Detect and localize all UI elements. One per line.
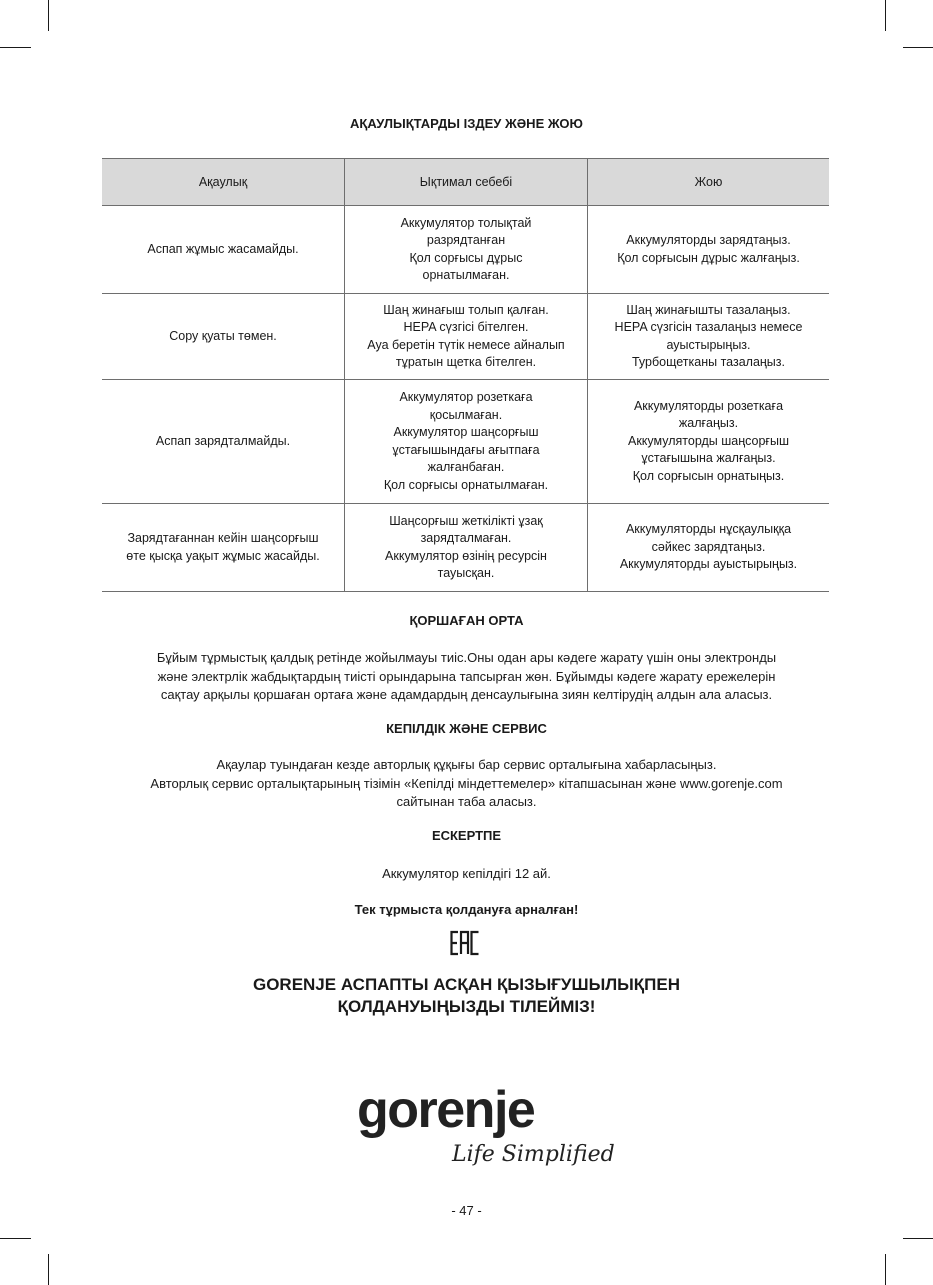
eac-mark-icon	[450, 930, 480, 956]
crop-mark	[903, 1238, 933, 1239]
cell-line: Аспап жұмыс жасамайды.	[147, 241, 299, 256]
cell-line: Аккумулятор өзінің ресурсін	[385, 548, 547, 563]
crop-mark	[0, 47, 31, 48]
solution-cell	[588, 504, 830, 592]
table-header-row	[102, 159, 829, 206]
cause-cell	[345, 294, 588, 380]
cell-line: Аспап зарядталмайды.	[155, 433, 291, 448]
cell-line: тұратын щетка бітелген.	[395, 355, 537, 369]
cause-cell	[345, 206, 588, 294]
cell-line: Аккумуляторды ауыстырыңыз.	[619, 557, 798, 572]
cell-line: Қол сорғысы дұрыс	[409, 250, 523, 265]
cell-line: разрядтанған	[426, 233, 506, 247]
text-line: және электрлік жабдықтардың тиісті орындарына тапсырған жөн. Бұйымды кәдеге жарату ережелерін	[157, 668, 776, 684]
cell-line: өте қысқа уақыт жұмыс жасайды.	[126, 548, 320, 563]
text-line: Авторлық сервис орталықтарының тізімін «Кепілді міндеттемелер» кітапшасынан және www.gorenje.com	[150, 775, 783, 791]
table-row	[102, 504, 829, 592]
crop-mark	[885, 1254, 886, 1285]
column-header: Ақаулық	[102, 159, 345, 206]
cell-line: Турбощетканы тазалаңыз.	[632, 355, 785, 369]
gorenje-logo: gorenje	[357, 1081, 535, 1139]
cell-line: қосылмаған.	[429, 407, 503, 422]
battery-warranty-text: Аккумулятор кепілдігі 12 ай.	[382, 866, 551, 881]
cell-line: Қол сорғысын орнатыңыз.	[632, 468, 785, 483]
cell-line: тауысқан.	[437, 566, 495, 580]
text-line: Ақаулар туындаған кезде авторлық құқығы бар сервис орталығына хабарласыңыз.	[216, 757, 717, 772]
cell-line: Аккумуляторды нұсқаулыққа	[625, 522, 792, 537]
crop-mark	[885, 0, 886, 31]
cause-cell	[345, 504, 588, 592]
page-number: - 47 -	[451, 1203, 482, 1218]
cell-line: ауыстырыңыз.	[666, 337, 751, 352]
household-use-note: Тек тұрмыста қолдануға арналған!	[354, 902, 579, 917]
troubleshooting-table	[102, 158, 829, 592]
table-row	[102, 206, 829, 294]
cell-line: Шаң жинағыш толып қалған.	[383, 302, 549, 317]
problem-cell	[102, 504, 345, 592]
text-line: Бұйым тұрмыстық қалдық ретінде жойылмауы тиіс.Оны одан ары кәдеге жарату үшін оны электронды	[156, 650, 777, 665]
environment-heading: ҚОРШАҒАН ОРТА	[409, 613, 524, 628]
problem-cell	[102, 294, 345, 380]
crop-mark	[903, 47, 933, 48]
text-line: сайтынан таба аласыз.	[396, 794, 537, 809]
cell-line: жалғаңыз.	[678, 416, 739, 431]
problem-cell	[102, 206, 345, 294]
environment-text	[100, 649, 833, 705]
slogan	[0, 974, 933, 1018]
slogan-line: GORENJE АСПАПТЫ АСҚАН ҚЫЗЫҒУШЫЛЫҚПЕН	[252, 975, 681, 994]
warranty-text	[100, 756, 833, 812]
cell-line: Қол сорғысы орнатылмаған.	[383, 477, 549, 492]
cell-line: Шаң жинағышты тазалаңыз.	[626, 302, 791, 317]
column-header: Жою	[588, 159, 830, 206]
cell-line: HEPA сүзгісі бітелген.	[403, 320, 529, 334]
cell-line: орнатылмаған.	[422, 268, 510, 282]
page-title: АҚАУЛЫҚТАРДЫ ІЗДЕУ ЖӘНЕ ЖОЮ	[350, 116, 583, 131]
cell-line: ұстағышына жалғаңыз.	[641, 451, 776, 466]
logo-tagline: Life Simplified	[452, 1142, 615, 1167]
solution-cell	[588, 294, 830, 380]
cell-line: Зарядтағаннан кейін шаңсорғыш	[127, 531, 319, 545]
cell-line: Аккумулятор розеткаға	[399, 390, 533, 404]
cell-line: Аккумуляторды зарядтаңыз.	[626, 233, 791, 247]
text-line: сақтау арқылы қоршаған ортаға және адамдардың денсаулығына зиян келтірудің алдын ала аласыз.	[160, 687, 773, 702]
note-heading: ЕСКЕРТПЕ	[431, 828, 502, 843]
slogan-line: ҚОЛДАНУЫҢЫЗДЫ ТІЛЕЙМІЗ!	[337, 997, 596, 1016]
crop-mark	[48, 1254, 49, 1285]
column-header: Ықтимал себебі	[345, 159, 588, 206]
crop-mark	[0, 1238, 31, 1239]
table-row	[102, 380, 829, 504]
cell-line: зарядталмаған.	[420, 531, 512, 545]
cell-line: Аккумуляторды шаңсорғыш	[628, 433, 789, 448]
cell-line: Шаңсорғыш жеткілікті ұзақ	[389, 513, 543, 528]
cause-cell	[345, 380, 588, 504]
cell-line: Сору қуаты төмен.	[169, 328, 277, 343]
solution-cell	[588, 380, 830, 504]
cell-line: Ауа беретін түтік немесе айналып	[367, 337, 565, 352]
cell-line: сәйкес зарядтаңыз.	[651, 539, 766, 554]
cell-line: Аккумулятор толықтай	[400, 215, 532, 230]
table-row	[102, 294, 829, 380]
crop-mark	[48, 0, 49, 31]
solution-cell	[588, 206, 830, 294]
cell-line: Аккумуляторды розеткаға	[633, 398, 784, 413]
cell-line: ұстағышындағы ағытпаға	[392, 442, 540, 457]
cell-line: Аккумулятор шаңсорғыш	[393, 425, 539, 439]
cell-line: Қол сорғысын дұрыс жалғаңыз.	[617, 250, 800, 265]
cell-line: жалғанбаған.	[427, 460, 505, 474]
cell-line: HEPA сүзгісін тазалаңыз немесе	[614, 320, 803, 334]
warranty-heading: КЕПІЛДІК ЖӘНЕ СЕРВИС	[386, 721, 547, 736]
problem-cell	[102, 380, 345, 504]
